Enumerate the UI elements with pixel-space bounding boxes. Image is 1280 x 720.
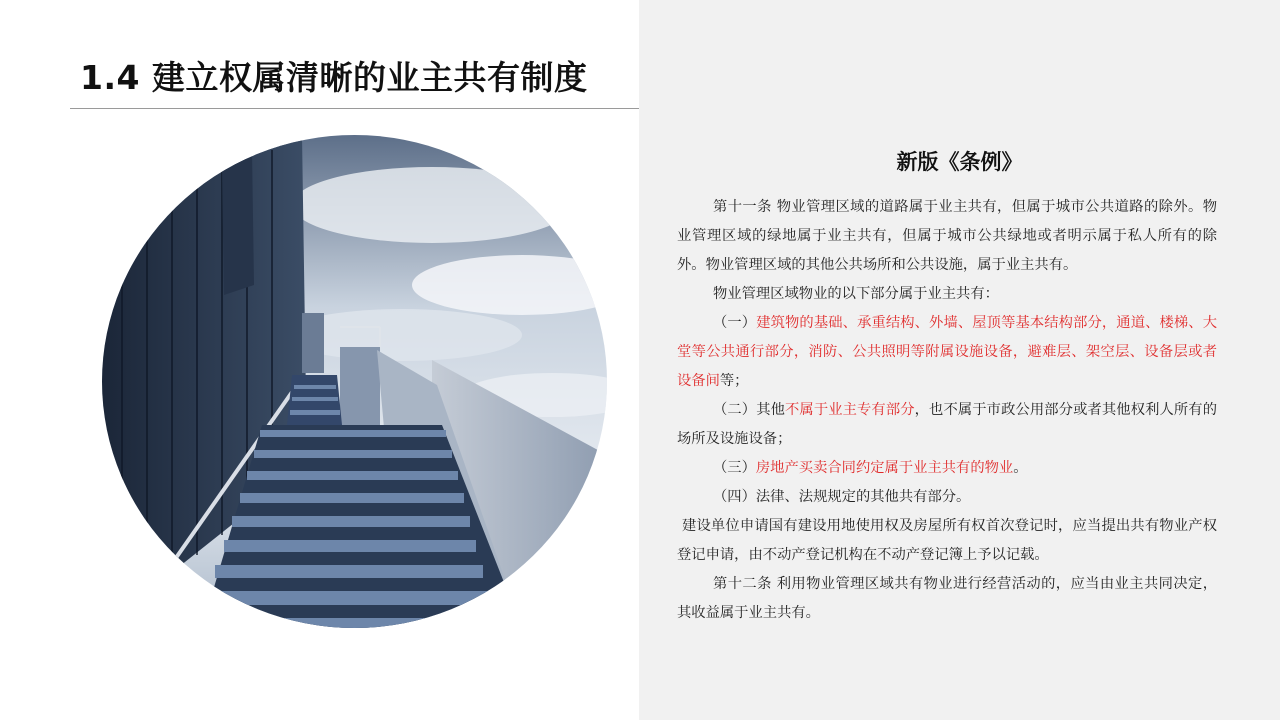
slide-title: 1.4 建立权属清晰的业主共有制度 [80,58,588,97]
item-3-prefix: （三） [713,460,756,476]
article-12-paragraph: 第十二条 利用物业管理区域共有物业进行经营活动的，应当由业主共同决定，其收益属于业主共有。 [677,576,1217,621]
item-1-suffix: 等； [719,373,749,389]
item-3-highlight: 房地产买卖合同约定属于业主共有的物业 [755,460,1014,476]
staircase-illustration [102,135,607,628]
item-3 [677,454,1217,483]
item-2-prefix: （二）其他 [713,402,786,418]
item-1 [677,309,1217,396]
item-2 [677,396,1217,454]
item-3-suffix: 。 [1013,460,1028,476]
regulation-text [677,193,1217,628]
staircase-photo [102,135,607,628]
item-1-prefix: （一） [713,315,757,331]
common-parts-intro: 物业管理区域物业的以下部分属于业主共有： [713,286,999,302]
item-1-highlight: 建筑物的基础、承重结构、外墙、屋顶等基本结构部分，通道、楼梯、大堂等公共通行部分，消防、公共照明等附属设施设备，避难层、架空层、设备层或者设备间 [677,315,1218,389]
title-divider [70,108,639,109]
item-2-suffix: ，也不属于市政公用部分或者其他权利人所有的场所及设施设备； [677,402,1218,447]
item-2-highlight: 不属于业主专有部分 [785,402,915,418]
article-11-paragraph: 第十一条 物业管理区域的道路属于业主共有，但属于城市公共道路的除外。物业管理区域的绿地属于业主共有，但属于城市公共绿地或者明示属于私人所有的除外。物业管理区域的其他公共场所和公共设施，属于业主共有。 [677,199,1217,273]
item-4: （四）法律、法规规定的其他共有部分。 [713,489,971,505]
registration-paragraph: 建设单位申请国有建设用地使用权及房屋所有权首次登记时，应当提出共有物业产权登记申请，由不动产登记机构在不动产登记簿上予以记载。 [677,518,1217,563]
box-title: 新版《条例》 [896,150,1023,174]
